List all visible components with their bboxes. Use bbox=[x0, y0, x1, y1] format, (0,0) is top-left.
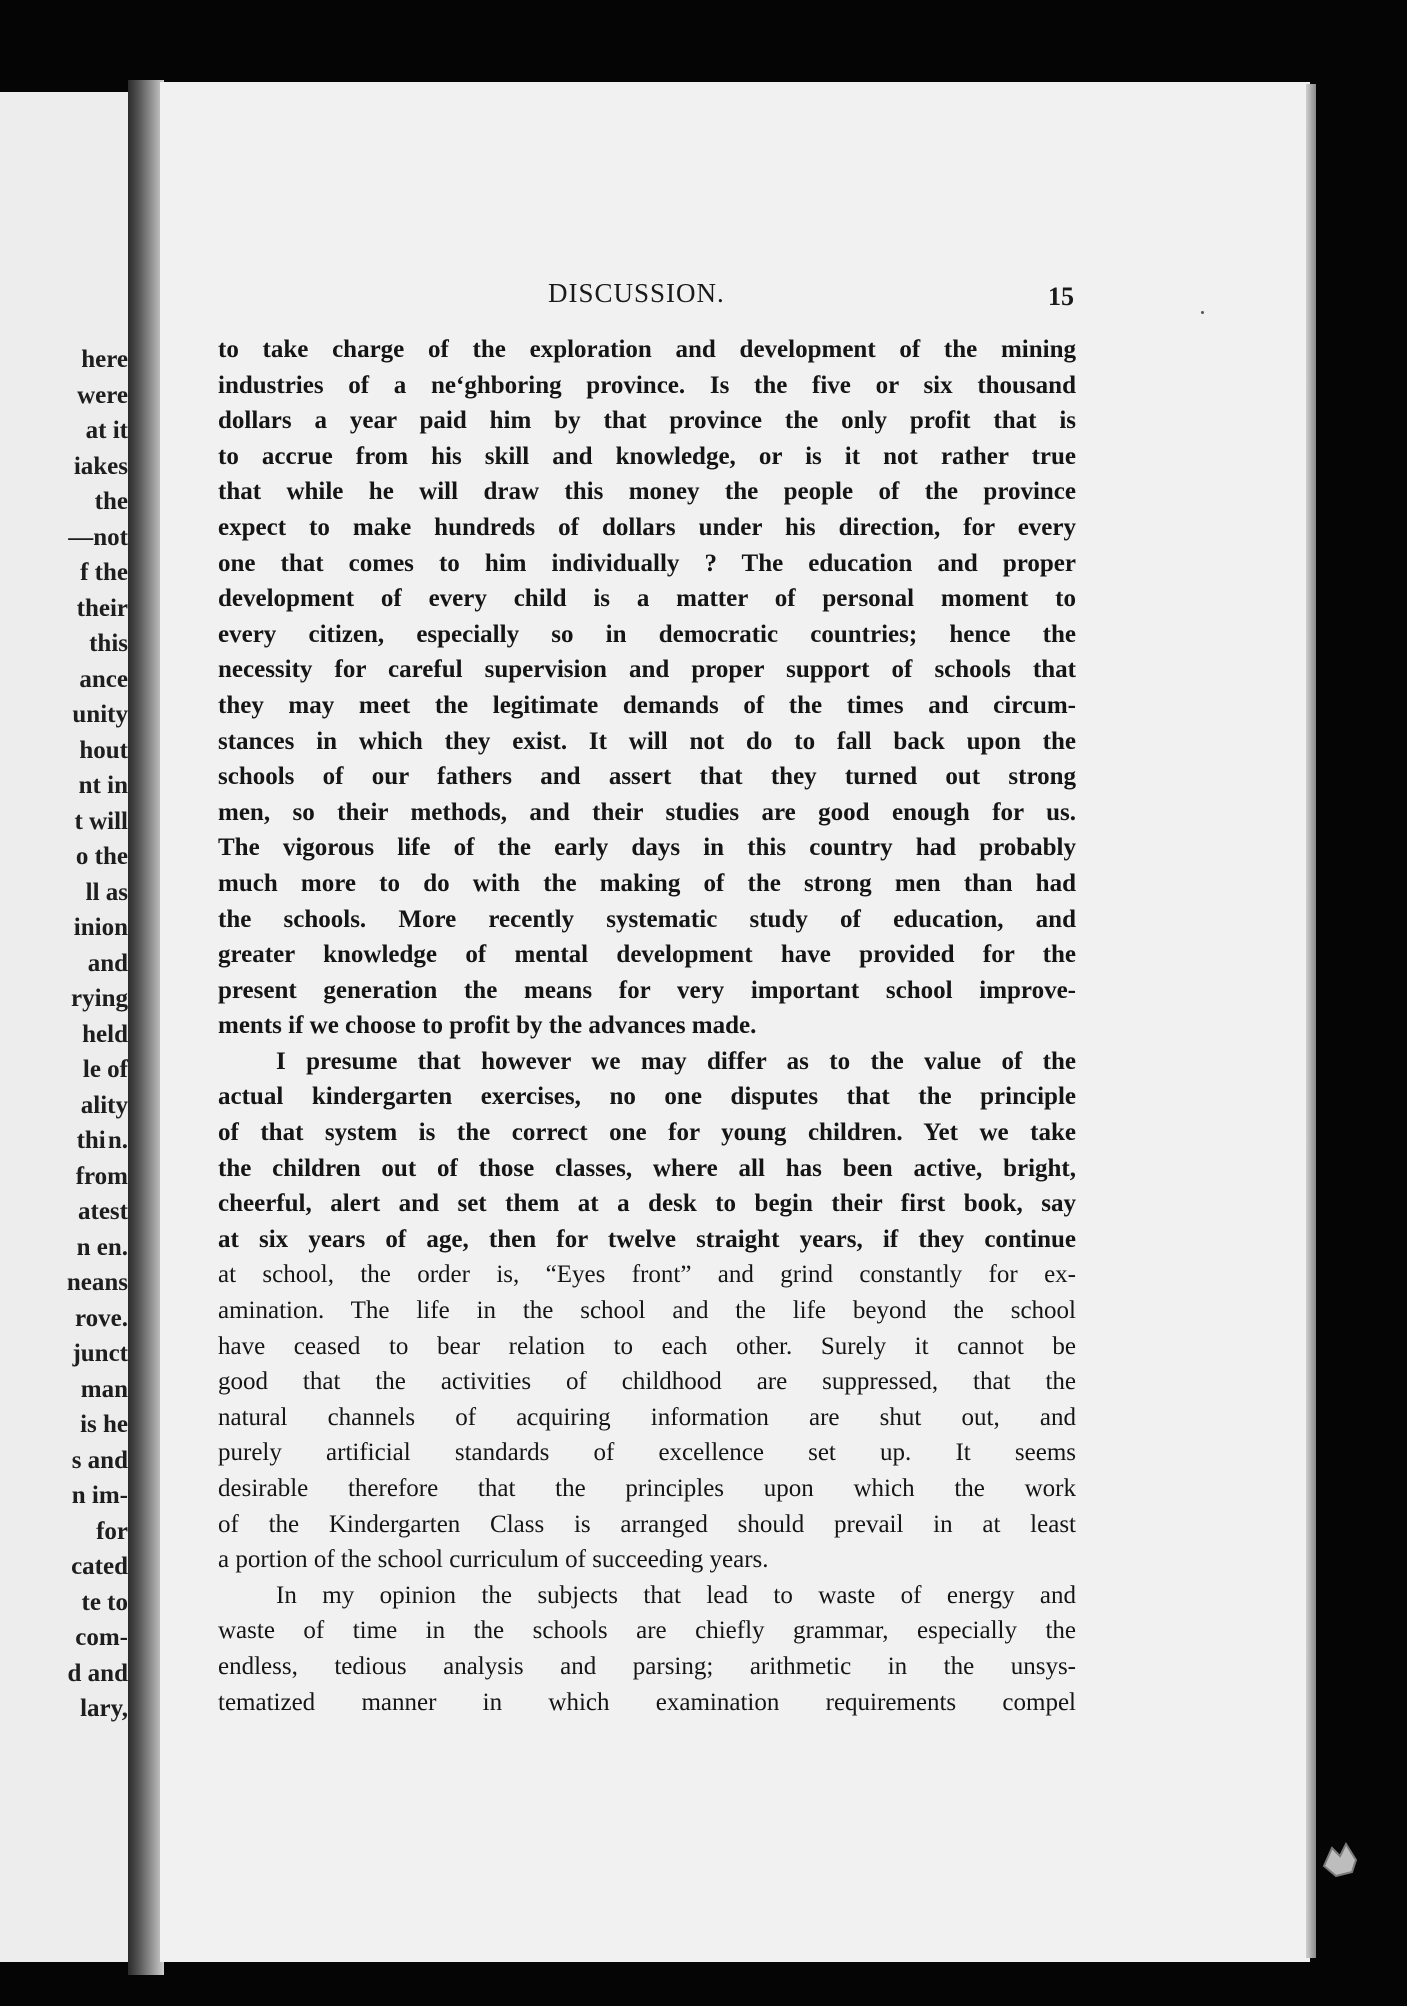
body-text bbox=[218, 332, 1076, 1720]
left-page-line: their bbox=[76, 594, 128, 622]
text-line: one that comes to him individually ? The education and proper bbox=[218, 549, 1076, 577]
left-page-line: and bbox=[87, 949, 128, 977]
left-page-line: cated bbox=[71, 1553, 128, 1580]
left-page-line: rying bbox=[71, 985, 128, 1012]
left-page-line: from bbox=[75, 1162, 128, 1190]
text-line: tematized manner in which examination requirements compel bbox=[218, 1688, 1076, 1716]
text-line: In my opinion the subjects that lead to waste of energy and bbox=[276, 1581, 1076, 1609]
text-line: to take charge of the exploration and development of the mining bbox=[218, 336, 1076, 363]
text-line: ments if we choose to profit by the advances made. bbox=[218, 1012, 757, 1040]
book-gutter-shadow bbox=[128, 80, 164, 1975]
text-line: expect to make hundreds of dollars under his direction, for every bbox=[218, 513, 1076, 541]
text-line: the children out of those classes, where all has been active, bright, bbox=[218, 1154, 1076, 1182]
left-page-line: here bbox=[81, 346, 128, 373]
left-page-line: for bbox=[96, 1517, 128, 1545]
left-page-line: ll as bbox=[85, 878, 128, 906]
text-line: natural channels of acquiring information are shut out, and bbox=[218, 1403, 1076, 1431]
text-line: of the Kindergarten Class is arranged should prevail in at least bbox=[218, 1510, 1076, 1538]
left-page-line: hout bbox=[79, 736, 128, 764]
left-page-line: were bbox=[77, 381, 128, 409]
left-page-line: thi n. bbox=[76, 1127, 128, 1154]
text-line: The vigorous life of the early days in this country had probably bbox=[218, 834, 1076, 862]
left-page-line: iakes bbox=[73, 452, 128, 480]
left-page-line: man bbox=[80, 1375, 128, 1403]
text-line: desirable therefore that the principles upon which the work bbox=[218, 1475, 1076, 1502]
left-page-line: le of bbox=[82, 1056, 128, 1083]
left-page-line: n im- bbox=[71, 1482, 128, 1509]
text-line: good that the activities of childhood are suppressed, that the bbox=[218, 1368, 1076, 1396]
text-line: dollars a year paid him by that province the only profit that is bbox=[218, 407, 1076, 435]
text-line: the schools. More recently systematic study of education, and bbox=[218, 905, 1076, 933]
page-number: 15 bbox=[1048, 282, 1074, 311]
left-page-line: o the bbox=[75, 843, 128, 870]
text-line: industries of a neʻghboring province. Is the five or six thousand bbox=[218, 371, 1076, 399]
text-line: actual kindergarten exercises, no one disputes that the principle bbox=[218, 1083, 1076, 1111]
left-page-line: atest bbox=[78, 1198, 128, 1225]
running-head: DISCUSSION. bbox=[548, 278, 725, 308]
left-page-line: junct bbox=[72, 1340, 128, 1367]
text-line: they may meet the legitimate demands of the times and circum- bbox=[218, 691, 1076, 719]
text-line: stances in which they exist. It will not do to fall back upon the bbox=[218, 727, 1076, 755]
left-page-line: neans bbox=[66, 1269, 128, 1296]
text-line: development of every child is a matter of personal moment to bbox=[218, 585, 1076, 613]
left-page-line: at it bbox=[85, 417, 128, 444]
left-page-line: —not bbox=[68, 523, 128, 551]
scan-speck bbox=[1201, 311, 1204, 314]
left-facing-page bbox=[0, 92, 132, 1962]
page-edge-shadow bbox=[1306, 84, 1316, 1958]
text-line: cheerful, alert and set them at a desk to begin their first book, say bbox=[218, 1190, 1076, 1218]
left-page-line: lary, bbox=[80, 1695, 128, 1722]
left-page-line: ance bbox=[79, 665, 128, 693]
text-line: that while he will draw this money the people of the province bbox=[218, 478, 1076, 506]
left-page-line: this bbox=[89, 630, 128, 657]
text-line: at six years of age, then for twelve straight years, if they continue bbox=[218, 1225, 1076, 1253]
left-page-line: nt in bbox=[78, 772, 128, 799]
text-line: at school, the order is, “Eyes front” and grind constantly for ex- bbox=[218, 1261, 1076, 1289]
left-page-line: inion bbox=[73, 914, 128, 941]
left-page-line: com- bbox=[75, 1624, 128, 1651]
text-line: present generation the means for very important school improve- bbox=[218, 976, 1076, 1004]
left-page-line: rove. bbox=[75, 1304, 128, 1332]
left-page-line: f the bbox=[80, 559, 128, 586]
text-line: much more to do with the making of the strong men than had bbox=[218, 869, 1076, 897]
left-page-line: te to bbox=[81, 1588, 128, 1616]
left-page-line: is he bbox=[80, 1411, 128, 1438]
left-page-line: d and bbox=[67, 1659, 128, 1687]
text-line: necessity for careful supervision and proper support of schools that bbox=[218, 656, 1076, 684]
text-line: men, so their methods, and their studies are good enough for us. bbox=[218, 798, 1076, 826]
left-page-text bbox=[67, 342, 128, 1727]
left-page-line: ality bbox=[80, 1091, 128, 1119]
left-page-line: s and bbox=[71, 1446, 128, 1474]
text-line: to accrue from his skill and knowledge, or is it not rather true bbox=[218, 442, 1076, 470]
text-line: every citizen, especially so in democratic countries; hence the bbox=[218, 620, 1076, 648]
text-line: a portion of the school curriculum of succeeding years. bbox=[218, 1546, 769, 1574]
text-line: purely artificial standards of excellence set up. It seems bbox=[218, 1439, 1076, 1467]
text-line: endless, tedious analysis and parsing; arithmetic in the unsys- bbox=[218, 1652, 1076, 1680]
text-line: amination. The life in the school and the life beyond the school bbox=[218, 1297, 1076, 1325]
left-page-line: the bbox=[94, 488, 128, 515]
text-line: waste of time in the schools are chiefly grammar, especially the bbox=[218, 1617, 1076, 1645]
text-line: have ceased to bear relation to each other. Surely it cannot be bbox=[218, 1332, 1076, 1360]
text-line: schools of our fathers and assert that they turned out strong bbox=[218, 763, 1076, 791]
text-line: I presume that however we may differ as to the value of the bbox=[276, 1047, 1076, 1075]
left-page-line: n en. bbox=[76, 1233, 128, 1261]
scan-artifact-icon bbox=[1318, 1836, 1362, 1880]
text-line: greater knowledge of mental development have provided for the bbox=[218, 941, 1076, 969]
text-line: of that system is the correct one for young children. Yet we take bbox=[218, 1119, 1076, 1147]
left-page-line: t will bbox=[74, 807, 128, 835]
left-page-line: held bbox=[82, 1020, 128, 1048]
left-page-line: unity bbox=[72, 701, 128, 728]
